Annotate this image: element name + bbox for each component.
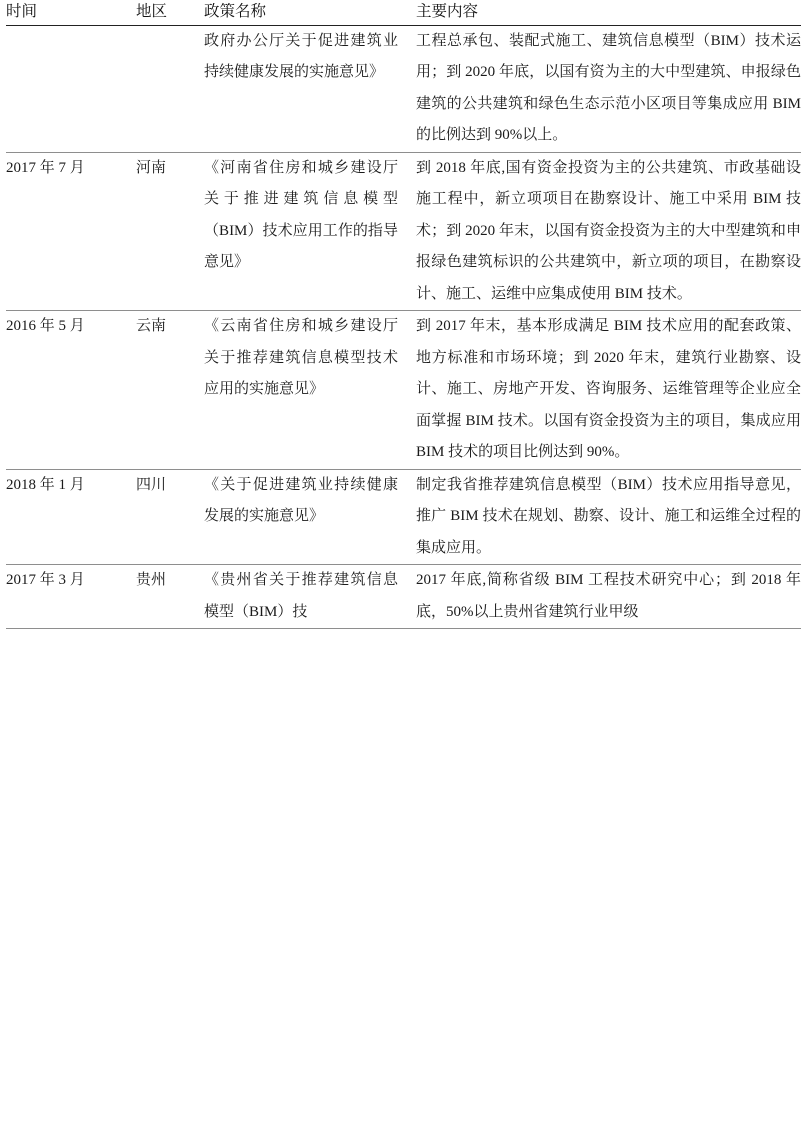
column-header-policy-name: 政策名称: [204, 3, 267, 20]
cell-time: [6, 152, 136, 311]
cell-time: [6, 469, 136, 565]
cell-time: [6, 311, 136, 470]
cell-policy-name-text: 政府办公厅关于促进建筑业持续健康发展的实施意见》: [204, 32, 398, 81]
cell-time: [6, 565, 136, 629]
table-row: [6, 565, 801, 629]
table-header: [6, 0, 801, 25]
cell-main-content: [416, 152, 801, 311]
cell-region-text: 云南: [136, 318, 167, 335]
cell-time-text: 2017 年 3 月: [6, 572, 85, 589]
cell-policy-name-text: 《贵州省关于推荐建筑信息模型（BIM）技: [204, 572, 398, 620]
cell-policy-name: [204, 25, 416, 152]
table-header-row: [6, 0, 801, 25]
cell-region: [136, 565, 204, 629]
cell-time: [6, 25, 136, 152]
cell-region: [136, 152, 204, 311]
column-header-time: 时间: [6, 3, 38, 20]
policy-table: [6, 0, 801, 629]
column-header-main-content: 主要内容: [416, 3, 479, 20]
cell-region: [136, 469, 204, 565]
cell-time-text: 2018 年 1 月: [6, 476, 85, 493]
table-body: [6, 25, 801, 629]
column-header-region: 地区: [136, 3, 168, 20]
cell-region-text: 贵州: [136, 572, 167, 589]
cell-policy-name: [204, 565, 416, 629]
cell-policy-name-text: 《关于促进建筑业持续健康发展的实施意见》: [204, 476, 398, 525]
cell-time-text: 2017 年 7 月: [6, 159, 85, 176]
cell-region: [136, 25, 204, 152]
cell-policy-name: [204, 152, 416, 311]
cell-region-text: 四川: [136, 476, 167, 493]
table-row: [6, 469, 801, 565]
cell-policy-name: [204, 469, 416, 565]
table-row: [6, 311, 801, 470]
cell-main-content: [416, 311, 801, 470]
cell-policy-name-text: 《河南省住房和城乡建设厅关于推进建筑信息模型（BIM）技术应用工作的指导意见》: [204, 159, 398, 271]
table-row: [6, 152, 801, 311]
cell-main-content: [416, 25, 801, 152]
cell-main-content-text: 到 2018 年底,国有资金投资为主的公共建筑、市政基础设施工程中，新立项项目在勘察设计、施工中采用 BIM 技术；到 2020 年末，以国有资金投资为主的大中型建筑和申报绿色建筑标识的公共建筑中，新立项的项目，在勘察设计、施工、运维中应集成使用 BIM 技术。: [416, 159, 801, 302]
cell-main-content-text: 工程总承包、装配式施工、建筑信息模型（BIM）技术运用；到 2020 年底，以国有资为主的大中型建筑、申报绿色建筑的公共建筑和绿色生态示范小区项目等集成应用 BIM 的比例达到 90%以上。: [416, 32, 801, 144]
cell-main-content-text: 到 2017 年末，基本形成满足 BIM 技术应用的配套政策、地方标准和市场环境；到 2020 年末，建筑行业勘察、设计、施工、房地产开发、咨询服务、运维管理等企业应全面掌握 BIM 技术。以国有资金投资为主的项目，集成应用 BIM 技术的项目比例达到 90%。: [416, 318, 801, 461]
cell-main-content-text: 2017 年底,简称省级 BIM 工程技术研究中心；到 2018 年底，50%以上贵州省建筑行业甲级: [416, 572, 801, 620]
cell-region: [136, 311, 204, 470]
cell-policy-name: [204, 311, 416, 470]
table-row: [6, 25, 801, 152]
cell-main-content: [416, 565, 801, 629]
cell-main-content-text: 制定我省推荐建筑信息模型（BIM）技术应用指导意见，推广 BIM 技术在规划、勘察、设计、施工和运维全过程的集成应用。: [416, 476, 801, 556]
cell-policy-name-text: 《云南省住房和城乡建设厅关于推荐建筑信息模型技术应用的实施意见》: [204, 318, 398, 398]
cell-time-text: 2016 年 5 月: [6, 318, 85, 335]
cell-main-content: [416, 469, 801, 565]
cell-region-text: 河南: [136, 159, 167, 176]
